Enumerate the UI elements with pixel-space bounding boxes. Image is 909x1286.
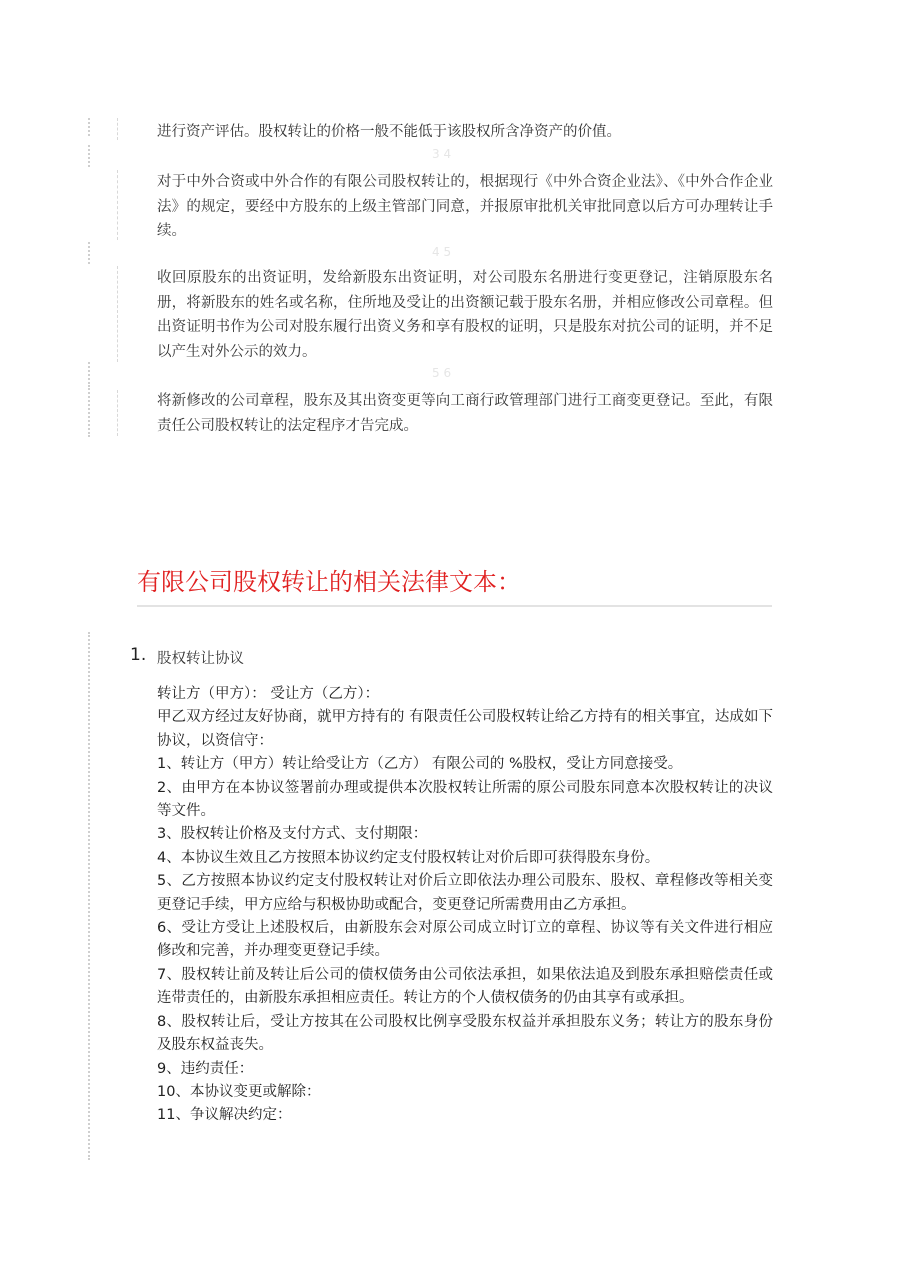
margin-dotted-line xyxy=(88,118,90,136)
paragraph-joint-venture: 对于中外合资或中外合作的有限公司股权转让的，根据现行《中外合资企业法》、《中外合作企业法》的规定，要经中方股东的上级主管部门同意，并报原审批机关审批同意以后方可办理转让手续。 xyxy=(157,174,773,239)
agreement-line: 10、本协议变更或解除： xyxy=(157,1083,321,1100)
agreement-line: 7、股权转让前及转让后公司的债权债务由公司依法承担，如果依法追及到股东承担赔偿责任或连带责任的，由新股东承担相应责任。转让方的个人债权债务的仍由其享有或承担。 xyxy=(157,966,773,1007)
paragraph-registration: 将新修改的公司章程，股东及其出资变更等向工商行政管理部门进行工商变更登记。至此，有限责任公司股权转让的法定程序才告完成。 xyxy=(157,393,773,434)
agreement-line: 11、争议解决约定： xyxy=(157,1107,292,1124)
agreement-text xyxy=(157,683,773,1128)
agreement-line: 甲乙双方经过友好协商，就甲方持有的 有限责任公司股权转让给乙方持有的相关事宜，达成如下协议，以资信守： xyxy=(157,709,773,749)
agreement-line: 4、本协议生效且乙方按照本协议约定支付股权转让对价后即可获得股东身份。 xyxy=(157,849,660,866)
faint-step-number: 4 5 xyxy=(432,245,452,259)
agreement-line: 5、乙方按照本协议约定支付股权转让对价后立即依法办理公司股东、股权、章程修改等相关变更登记手续，甲方应给与积极协助或配合，变更登记所需费用由乙方承担。 xyxy=(157,873,773,913)
agreement-line: 6、受让方受让上述股权后，由新股东会对原公司成立时订立的章程、协议等有关文件进行相应修改和完善，并办理变更登记手续。 xyxy=(157,920,773,960)
agreement-line: 1、转让方（甲方）转让给受让方（乙方） 有限公司的 %股权，受让方同意接受。 xyxy=(157,756,683,773)
margin-dotted-line xyxy=(88,145,90,167)
margin-dotted-line xyxy=(88,632,90,1160)
margin-dashed-line xyxy=(117,390,118,436)
margin-dashed-line xyxy=(117,266,118,362)
margin-dashed-line xyxy=(117,170,118,240)
heading-divider xyxy=(137,605,772,607)
list-number: 1. xyxy=(130,645,147,665)
paragraph-shareholder-register: 收回原股东的出资证明，发给新股东出资证明，对公司股东名册进行变更登记，注销原股东名册，将新股东的姓名或名称，住所地及受让的出资额记载于股东名册，并相应修改公司章程。但出资证明书作为公司对股东履行出资义务和享有股权的证明，只是股东对抗公司的证明，并不足以产生对外公示的效力。 xyxy=(157,270,773,360)
margin-dotted-line xyxy=(88,362,90,384)
paragraph-asset-valuation: 进行资产评估。股权转让的价格一般不能低于该股权所含净资产的价值。 xyxy=(157,124,621,140)
margin-dotted-line xyxy=(88,385,90,437)
agreement-line: 3、股权转让价格及支付方式、支付期限： xyxy=(157,826,428,843)
agreement-line: 8、股权转让后，受让方按其在公司股权比例享受股东权益并承担股东义务；转让方的股东身份及股东权益丧失。 xyxy=(157,1013,773,1054)
agreement-line: 转让方（甲方）： 受让方（乙方）： xyxy=(157,686,380,702)
section-heading: 有限公司股权转让的相关法律文本： xyxy=(137,568,521,596)
agreement-line: 9、违约责任： xyxy=(157,1060,254,1077)
list-item-title: 股权转让协议 xyxy=(157,651,244,667)
faint-step-number: 3 4 xyxy=(432,147,452,161)
faint-step-number: 5 6 xyxy=(432,366,452,380)
margin-dotted-line xyxy=(88,242,90,264)
agreement-line: 2、由甲方在本协议签署前办理或提供本次股权转让所需的原公司股东同意本次股权转让的决议等文件。 xyxy=(157,779,773,820)
margin-dashed-line xyxy=(117,118,118,140)
